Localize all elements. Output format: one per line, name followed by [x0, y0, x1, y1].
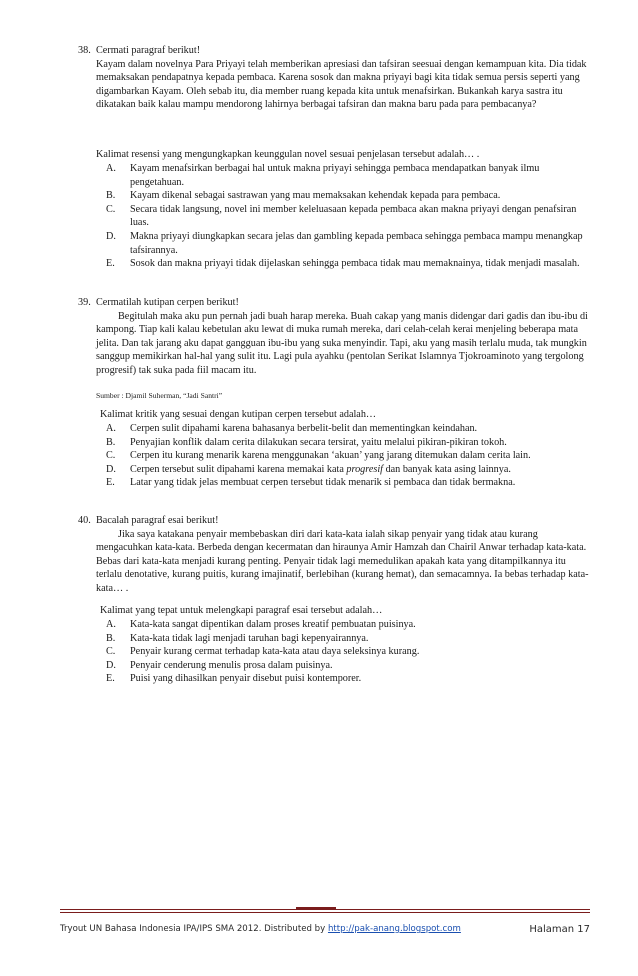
option-item[interactable] [106, 422, 589, 436]
option-text: Cerpen itu kurang menarik karena menggunakan ‘akuan’ yang jarang ditemukan dalam cerita lain. [130, 450, 531, 462]
option-item[interactable] [106, 632, 589, 646]
option-letter: D. [106, 230, 116, 242]
question-paragraph: Begitulah maka aku pun pernah jadi buah harap mereka. Buah cakap yang manis didengar dari gadis dan ibu-ibu di kampong. Tiap kali kalau kebetulan aku lewat di muka rumah mereka, dari celah-celah kerai menjeling beberapa mata jelita. Dan tak jarang aku dapat gangguan ibu-ibu yang suka menyindir. Tapi, aku yang masih terlalu muda, tak mungkin sanggup memikirkan hal-hal yang sulit itu. Lagi pula ayahku (pentolan Serikat Islamnya Tjokroaminoto yang tergolong progresif) tak suka pada fiil macam itu. [96, 310, 588, 376]
page-number: Halaman 17 [529, 924, 590, 935]
footer-rule-thin [60, 912, 590, 913]
question-number: 40. [78, 515, 91, 526]
option-text: Latar yang tidak jelas membuat cerpen tersebut tidak menarik si pembaca dan tidak bermakna. [130, 477, 516, 489]
option-letter: E. [106, 477, 115, 489]
option-text-italic: progresif [346, 463, 384, 475]
option-text: Kata-kata sangat dipentikan dalam proses kreatif pembuatan puisinya. [130, 619, 416, 630]
option-item[interactable] [106, 476, 589, 490]
option-letter: A. [106, 423, 116, 434]
option-text: Kayam menafsirkan berbagai hal untuk makna priyayi sehingga pembaca mendapatkan banyak ilmu pengetahuan. [130, 163, 540, 188]
question-40 [60, 514, 590, 694]
source-citation: Sumber : Djamil Suherman, “Jadi Santri” [96, 391, 223, 400]
option-item[interactable] [106, 659, 589, 673]
question-paragraph: Kayam dalam novelnya Para Priyayi telah memberikan apresiasi dan tafsiran seesuai dengan kemampuan kita. Dia tidak memaksakan pendapatnya kepada pembaca. Karena sosok dan makna priyayi bagi kita tidak semua persis seperti yang digambarkan Kayam. Oleh sebab itu, dia member ruang kepada kita untuk menafsirkan. Bukankah karya sastra itu dikatakan baik kalau mampu mendorong lahirnya berbagai tafsiran dan makna baru pada para pembacanya? [96, 58, 587, 111]
question-number: 38. [78, 45, 91, 56]
question-stem: Kalimat yang tepat untuk melengkapi paragraf esai tersebut adalah… [100, 605, 383, 616]
footer-text [60, 924, 461, 934]
option-text: Penyair cenderung menulis prosa dalam puisinya. [130, 659, 333, 671]
option-text: Penyajian konflik dalam cerita dilakukan secara tersirat, yaitu melalui pikiran-pikiran tokoh. [130, 436, 507, 448]
question-38 [60, 44, 590, 284]
option-list [106, 422, 589, 490]
option-letter: C. [106, 450, 116, 462]
option-letter: C. [106, 646, 116, 658]
option-letter: E. [106, 258, 115, 270]
option-letter: D. [106, 463, 116, 475]
option-item[interactable] [106, 189, 584, 203]
option-text-before: Cerpen tersebut sulit dipahami karena memakai kata [130, 463, 347, 475]
option-item[interactable] [106, 618, 589, 632]
option-text: Secara tidak langsung, novel ini member keleluasaan kepada pembaca akan makna priyayi dengan penafsiran luas. [130, 203, 577, 229]
question-title: Cermatilah kutipan cerpen berikut! [96, 297, 239, 308]
option-list [106, 162, 584, 271]
option-text: Kata-kata tidak lagi menjadi taruhan bagi kepenyairannya. [130, 632, 369, 644]
option-letter: B. [106, 436, 116, 448]
option-letter: A. [106, 163, 116, 174]
option-list [106, 618, 589, 686]
footer-caption: Tryout UN Bahasa Indonesia IPA/IPS SMA 2012. Distributed by [60, 924, 328, 934]
option-item[interactable] [106, 436, 589, 450]
option-letter: B. [106, 632, 116, 644]
option-letter: B. [106, 190, 116, 202]
option-item[interactable] [106, 449, 589, 463]
option-text: Kayam dikenal sebagai sastrawan yang mau memaksakan kehendak kepada para pembaca. [130, 190, 501, 202]
question-number: 39. [78, 297, 91, 308]
option-item[interactable] [106, 463, 589, 477]
option-item[interactable] [106, 230, 584, 257]
question-paragraph: Jika saya katakana penyair membebaskan diri dari kata-kata ialah sikap penyair yang tidak atau kurang mengacuhkan kata-kata. Berbeda dengan kecermatan dan hiraunya Amir Hamzah dan Chairil Anwar terhadap kata-kata. Bebas dari kata-kata menjadi kurang penting. Penyair tidak lagi memedulikan apakah kata yang ditampilkannya itu terlalu denotative, kurang puitis, kurang imajinatif, berlebihan (kurang hemat), dan semacamnya. Ia bebas terhadap kata-kata… . [96, 528, 589, 594]
option-item[interactable] [106, 645, 589, 659]
option-item[interactable] [106, 257, 584, 271]
question-title: Cermati paragraf berikut! [96, 45, 201, 56]
option-text [130, 464, 511, 475]
footer-link[interactable]: http://pak-anang.blogspot.com [327, 924, 461, 934]
option-letter: E. [106, 673, 115, 685]
option-text: Puisi yang dihasilkan penyair disebut puisi kontemporer. [130, 673, 362, 685]
option-item[interactable] [106, 672, 589, 686]
option-text: Makna priyayi diungkapkan secara jelas dan gambling kepada pembaca sehingga pembaca mampu menangkap tafsirannya. [130, 230, 583, 256]
question-stem: Kalimat kritik yang sesuai dengan kutipan cerpen tersebut adalah… [100, 409, 377, 420]
option-item[interactable] [106, 203, 584, 230]
question-39 [60, 296, 590, 504]
option-text: Cerpen sulit dipahami karena bahasanya berbelit-belit dan mementingkan keindahan. [130, 423, 478, 434]
option-item[interactable] [106, 162, 584, 189]
question-stem: Kalimat resensi yang mengungkapkan keunggulan novel sesuai penjelasan tersebut adalah… . [96, 149, 480, 160]
option-text: Sosok dan makna priyayi tidak dijelaskan sehingga pembaca tidak mau memaknainya, tidak menjadi masalah. [130, 258, 580, 270]
option-text-after: dan banyak kata asing lainnya. [383, 463, 511, 475]
option-text: Penyair kurang cermat terhadap kata-kata atau daya seleksinya kurang. [130, 646, 420, 658]
option-letter: D. [106, 659, 116, 671]
option-letter: A. [106, 619, 116, 630]
question-title: Bacalah paragraf esai berikut! [96, 515, 219, 526]
option-letter: C. [106, 203, 116, 215]
footer-rule-mark [296, 907, 336, 910]
